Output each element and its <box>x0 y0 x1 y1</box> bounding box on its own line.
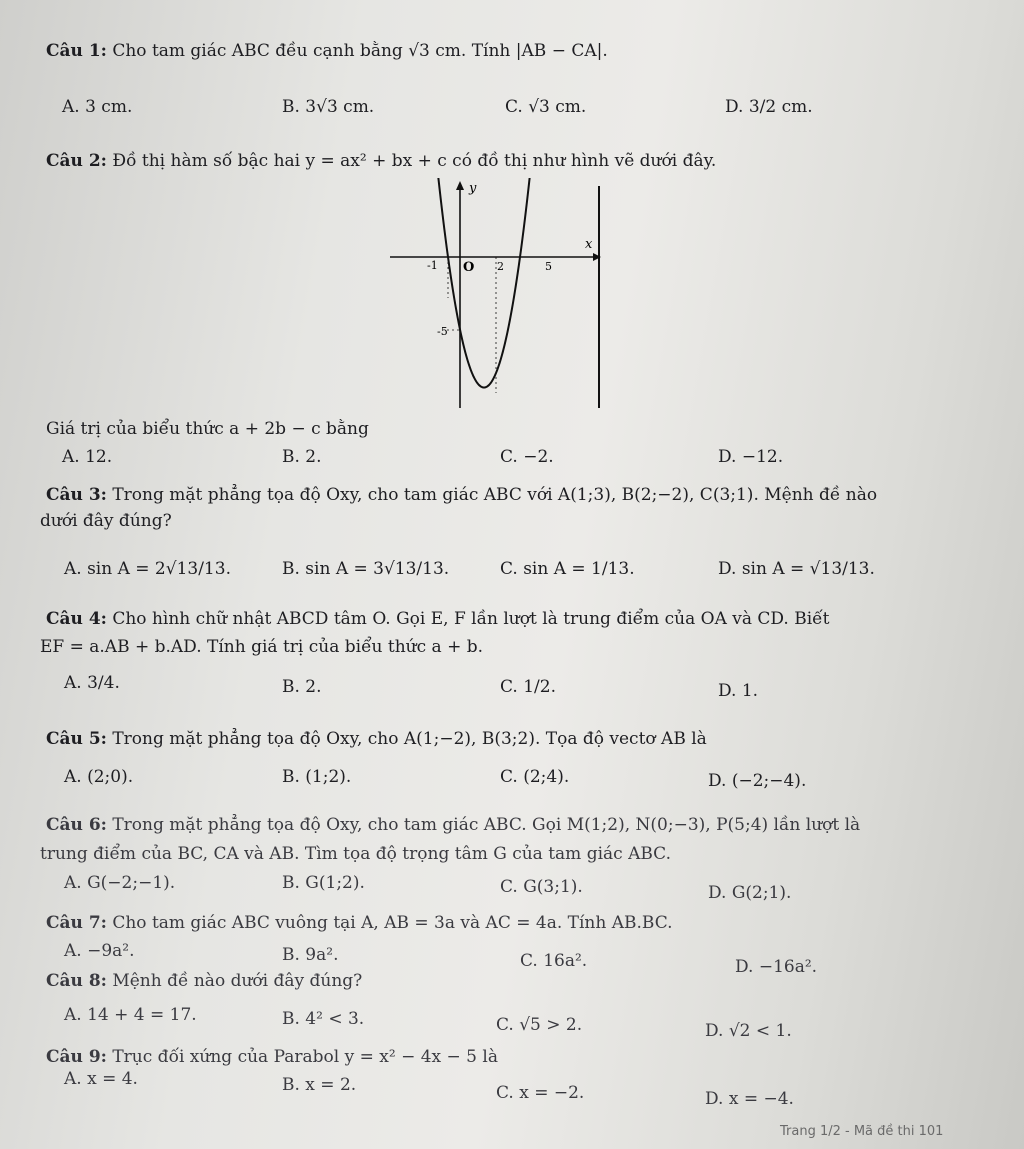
q2-option-a[interactable]: A. 12. <box>62 447 113 467</box>
tick-label-minus-5: -5 <box>437 325 448 338</box>
q6-option-d[interactable]: D. G(2;1). <box>708 883 792 903</box>
question-1-label: Câu 1: <box>46 41 107 61</box>
question-6 <box>46 814 860 836</box>
origin-label: O <box>463 260 475 275</box>
tick-label-5: 5 <box>545 260 552 273</box>
question-3-text-2: dưới đây đúng? <box>40 511 172 531</box>
q4-option-d[interactable]: D. 1. <box>718 681 759 701</box>
parabola-curve <box>434 178 535 388</box>
question-4-text: Cho hình chữ nhật ABCD tâm O. Gọi E, F lần lượt là trung điểm của OA và CD. Biết <box>112 609 830 629</box>
question-5-text: Trong mặt phẳng tọa độ Oxy, cho A(1;−2), B(3;2). Tọa độ vectơ AB là <box>112 729 707 749</box>
question-2-text: Đồ thị hàm số bậc hai y = ax² + bx + c có đồ thị như hình vẽ dưới đây. <box>112 151 717 171</box>
question-9 <box>46 1046 498 1068</box>
question-1 <box>46 40 608 62</box>
q4-option-c[interactable]: C. 1/2. <box>500 677 556 697</box>
question-6-label: Câu 6: <box>46 815 107 835</box>
question-5 <box>46 728 707 750</box>
question-7-label: Câu 7: <box>46 913 107 933</box>
question-2 <box>46 150 716 172</box>
q9-option-c[interactable]: C. x = −2. <box>496 1083 585 1103</box>
q6-option-c[interactable]: C. G(3;1). <box>500 877 583 897</box>
q8-option-a[interactable]: A. 14 + 4 = 17. <box>64 1005 197 1025</box>
question-8 <box>46 970 362 992</box>
question-6-text: Trong mặt phẳng tọa độ Oxy, cho tam giác ABC. Gọi M(1;2), N(0;−3), P(5;4) lần lượt là <box>112 815 861 835</box>
question-8-text: Mệnh đề nào dưới đây đúng? <box>112 971 363 991</box>
q8-option-d[interactable]: D. √2 < 1. <box>705 1021 792 1041</box>
q3-option-b[interactable]: B. sin A = 3√13/13. <box>282 559 450 579</box>
question-2-ask: Giá trị của biểu thức a + 2b − c bằng <box>46 419 369 439</box>
q7-option-c[interactable]: C. 16a². <box>520 951 588 971</box>
question-2-label: Câu 2: <box>46 151 107 171</box>
q7-option-a[interactable]: A. −9a². <box>64 941 135 961</box>
q5-option-c[interactable]: C. (2;4). <box>500 767 570 787</box>
y-axis-label: y <box>469 181 477 196</box>
tick-label-2: 2 <box>497 260 504 273</box>
q9-option-a[interactable]: A. x = 4. <box>64 1069 138 1089</box>
q6-option-b[interactable]: B. G(1;2). <box>282 873 365 893</box>
q5-option-d[interactable]: D. (−2;−4). <box>708 771 807 791</box>
q3-option-c[interactable]: C. sin A = 1/13. <box>500 559 635 579</box>
q8-option-c[interactable]: C. √5 > 2. <box>496 1015 583 1035</box>
x-axis-label: x <box>585 237 593 252</box>
q2-option-c[interactable]: C. −2. <box>500 447 554 467</box>
page-footer: Trang 1/2 - Mã đề thi 101 <box>780 1124 944 1139</box>
parabola-graph <box>385 178 615 408</box>
question-3-label: Câu 3: <box>46 485 107 505</box>
q8-option-b[interactable]: B. 4² < 3. <box>282 1009 365 1029</box>
y-axis-arrow <box>456 181 464 190</box>
q1-option-a[interactable]: A. 3 cm. <box>62 97 133 117</box>
question-6-text-2: trung điểm của BC, CA và AB. Tìm tọa độ trọng tâm G của tam giác ABC. <box>40 844 671 864</box>
tick-label-minus-1: -1 <box>427 259 438 272</box>
q1-option-b[interactable]: B. 3√3 cm. <box>282 97 375 117</box>
q4-option-a[interactable]: A. 3/4. <box>64 673 120 693</box>
q6-option-a[interactable]: A. G(−2;−1). <box>64 873 176 893</box>
question-9-text: Trục đối xứng của Parabol y = x² − 4x − 5 là <box>112 1047 498 1067</box>
q9-option-d[interactable]: D. x = −4. <box>705 1089 794 1109</box>
question-4 <box>46 608 829 630</box>
q3-option-d[interactable]: D. sin A = √13/13. <box>718 559 875 579</box>
q1-option-c[interactable]: C. √3 cm. <box>505 97 587 117</box>
q2-option-d[interactable]: D. −12. <box>718 447 784 467</box>
q4-option-b[interactable]: B. 2. <box>282 677 322 697</box>
q7-option-d[interactable]: D. −16a². <box>735 957 818 977</box>
question-4-text-2: EF = a.AB + b.AD. Tính giá trị của biểu thức a + b. <box>40 637 484 657</box>
question-3 <box>46 484 877 506</box>
q1-option-d[interactable]: D. 3/2 cm. <box>725 97 813 117</box>
question-9-label: Câu 9: <box>46 1047 107 1067</box>
q5-option-b[interactable]: B. (1;2). <box>282 767 352 787</box>
q7-option-b[interactable]: B. 9a². <box>282 945 339 965</box>
question-8-label: Câu 8: <box>46 971 107 991</box>
question-3-text: Trong mặt phẳng tọa độ Oxy, cho tam giác ABC với A(1;3), B(2;−2), C(3;1). Mệnh đề nào <box>112 485 878 505</box>
q9-option-b[interactable]: B. x = 2. <box>282 1075 357 1095</box>
q3-option-a[interactable]: A. sin A = 2√13/13. <box>64 559 231 579</box>
question-1-text: Cho tam giác ABC đều cạnh bằng √3 cm. Tính |AB − CA|. <box>112 41 608 61</box>
question-4-label: Câu 4: <box>46 609 107 629</box>
question-7-text: Cho tam giác ABC vuông tại A, AB = 3a và AC = 4a. Tính AB.BC. <box>112 913 673 933</box>
question-7 <box>46 912 673 934</box>
question-5-label: Câu 5: <box>46 729 107 749</box>
q5-option-a[interactable]: A. (2;0). <box>64 767 134 787</box>
q2-option-b[interactable]: B. 2. <box>282 447 322 467</box>
